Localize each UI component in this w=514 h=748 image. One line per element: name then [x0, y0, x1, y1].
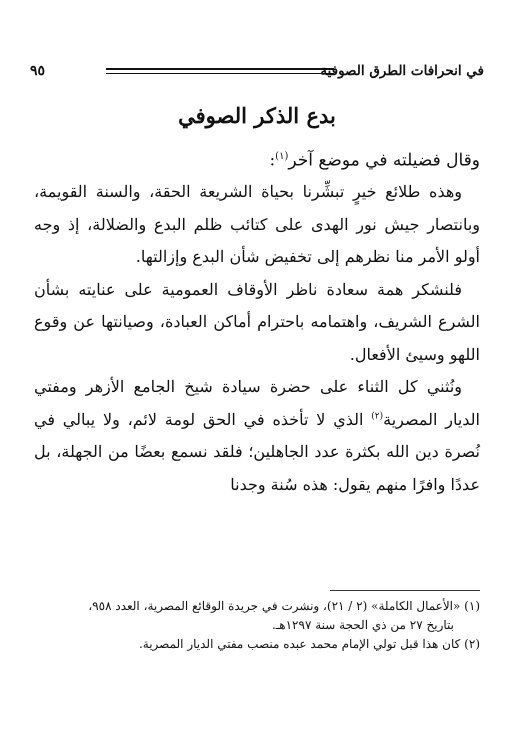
intro-line [269, 142, 480, 176]
footnote-1-continued: بتاريخ ٢٧ من ذي الحجة سنة ١٢٩٧هـ. [271, 618, 454, 632]
intro-colon: : [269, 150, 276, 171]
header-rule [106, 68, 334, 74]
running-title: في انحرافات الطرق الصوفية [320, 63, 484, 79]
intro-text: وقال فضيلته في موضع آخر [288, 150, 480, 171]
footnote-rule [330, 590, 480, 591]
running-header [30, 60, 484, 82]
footnote-ref-1: (١) [275, 151, 289, 162]
paragraph-part: ونُثني كل الثناء على حضرة سيادة شيخ الجامع الأزهر ومفتي الديار المصرية [34, 377, 480, 429]
section-heading: بدع الذكر الصوفي [178, 103, 336, 128]
body-text [34, 176, 480, 501]
footnote-ref-2: (٢) [371, 411, 384, 422]
footnotes [34, 597, 480, 654]
paragraph [34, 371, 480, 501]
footnote-2: (٢) كان هذا قبل تولي الإمام محمد عبده منصب مفتي الديار المصرية. [138, 637, 480, 651]
paragraph-part: الذي لا تأخذه في الحق لومة لائم، ولا يبالي في نُصرة دين الله بكثرة عدد الجاهلين؛ فلقد نسمع بعضًا من الجهلة، بل عددًا وافرًا منهم يقول: هذه سُنة وجدنا [34, 409, 481, 494]
paragraph: فلنشكر همة سعادة ناظر الأوقاف العمومية على عنايته بشأن الشرع الشريف، واهتمامه باحترام أماكن العبادة، وصيانتها عن وقوع اللهو وسيئ الأفعال. [34, 279, 480, 364]
footnote-1: (١) «الأعمال الكاملة» (٢ / ٢١)، ونشرت في جريدة الوقائع المصرية، العدد ٩٥٨، [88, 599, 480, 613]
paragraph: وهذه طلائع خيرٍ تبشِّرنا بحياة الشريعة الحقة، والسنة القويمة، وبانتصار جيش نور الهدى على كتائب ظلم البدع والضلالة، إذ وجه أولو الأمر منا نظرهم إلى تخفيض شأن البدع وإزالتها. [34, 182, 480, 266]
page-number: ٩٥ [30, 63, 46, 79]
